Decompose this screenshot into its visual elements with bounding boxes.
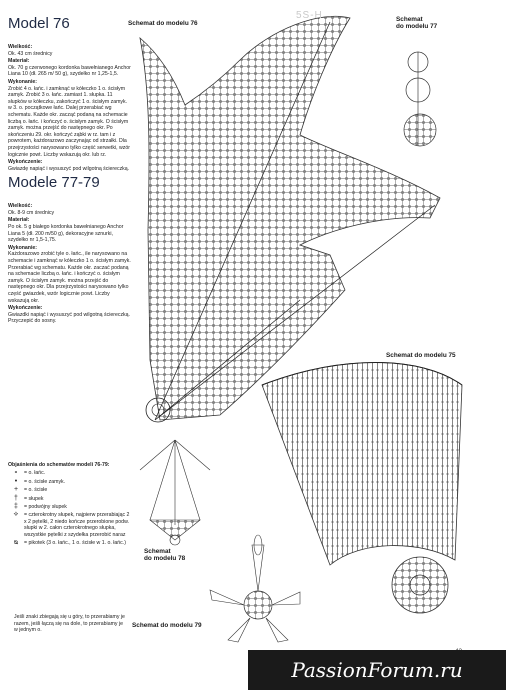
- size-label-2: Wielkość:: [8, 203, 33, 210]
- model-77-79-title: Modele 77-79: [8, 174, 100, 192]
- legend-row: [8, 479, 130, 485]
- execution-label-2: Wykonanie:: [8, 244, 38, 251]
- legend-row: [8, 512, 130, 538]
- legend-row: [8, 487, 130, 493]
- legend-title: Objaśnienia do schematów modeli 76-79:: [8, 462, 110, 468]
- sc-symbol-icon: +: [13, 486, 19, 494]
- material-text: Ok. 70 g czerwonego kordonka bawełnianego Anchor Liana 10 (dł. 265 m/ 50 g), szydełko nr 1,25-1,5.: [8, 64, 131, 78]
- chart-model-77: [404, 52, 436, 146]
- material-label: Materiał:: [8, 58, 30, 65]
- chart-model-76: [140, 16, 440, 422]
- caption-model-78: Schemat do modelu 78: [144, 548, 186, 563]
- legend-row: [8, 470, 130, 476]
- size-text-2: Ok. 8-9 cm średnicy: [8, 209, 55, 216]
- legend-text: = o. ścisłe: [24, 487, 48, 494]
- execution-text-2: Każdorazowo zrobić tyle o. łańc., ile narysowano na schemacie i zamknąć w kółeczko 1 o. ścisłym zamyk. Przerabiać wg schematu. Każde okr. zaczać podaną na schemacie liczbą o. łańc. i kończyć o. ścisłym zamyk. O ścisłym zamyk. można przejść do następnego okr. Dla przejrzystości narysowano tylko część gwiazdek, wzór logicznie powt. Liczby wskazują okr.: [8, 251, 131, 304]
- caption-model-77: Schemat do modelu 77: [396, 16, 438, 31]
- chart-model-78: [140, 440, 210, 545]
- legend-text: = czterokrotny słupek, najpierw przerabiając 2 x 2 pętelki, 2 niedo kończe przerobione podw. słupki w 2. całon czterokrotnego słupka, wszystkie pętelki z szydełka przerobić naraz: [24, 512, 130, 538]
- tr-symbol-icon: ‡: [14, 503, 18, 511]
- watermark-banner: [248, 650, 506, 690]
- material-label-2: Materiał:: [8, 217, 30, 224]
- legend-text: = słupek: [24, 495, 44, 502]
- instructions-column: [8, 16, 132, 326]
- finishing-text: Gwiazdę napiąć i wysuszyć pod wilgotną ściereczką.: [8, 165, 130, 172]
- legend-row: [8, 496, 130, 502]
- picot-symbol-icon: ᴓ: [13, 539, 19, 547]
- legend-text: = o. łańc.: [24, 470, 46, 477]
- caption-model-75: Schemat do modelu 75: [386, 352, 456, 359]
- symbol-legend: [8, 462, 130, 548]
- legend-text: = o. ścisłe zamyk.: [24, 478, 66, 485]
- model-76-title: Model 76: [8, 15, 70, 32]
- dc-symbol-icon: †: [14, 494, 18, 502]
- watermark-text: PassionForum.ru: [291, 658, 463, 682]
- size-text: Ok. 43 cm średnicy: [8, 50, 53, 57]
- finishing-label-2: Wykończenie:: [8, 305, 43, 312]
- legend-row: [8, 504, 130, 510]
- legend-text: = podwójny słupek: [24, 504, 67, 511]
- size-label: Wielkość:: [8, 44, 33, 50]
- legend-text: = pikotek (3 o. łańc., 1 o. ścisłe w 1. o. łańc.): [24, 540, 126, 547]
- legend-row: [8, 540, 130, 546]
- cluster-symbol-icon: ⟡: [13, 511, 19, 519]
- execution-label: Wykonanie:: [8, 78, 38, 85]
- material-text-2: Po ok. 5 g białego kordonka bawełnianego Anchor Liana 5 (dł. 200 m/50 g), dekoracyjne sznurki, szydełko nr 1,5-1,75.: [8, 224, 124, 244]
- joining-note: Jeśli znaki zbiegają się u góry, to przerabiamy je razem, jeśli łączą się na dole, to przerabiamy je w jednym o.: [14, 614, 125, 634]
- chart-model-79: [210, 535, 300, 642]
- faint-header-text: 5S-H: [296, 10, 323, 21]
- execution-text: Zrobić 4 o. łańc. i zamknąć w kółeczko 1 o. ścisłym zamyk. Zrobić 3 o. łańc. zamiast 1. słupka. 11 słupków w kółeczku, zakończyć 1 o. ścisłym zamyk. w 3. o. początkowe łańc. Dalej przerabiać wg schematu. Każde okr. zacząć podaną na schemacie liczbą o. łańc. i kończyć o. ścisłym zamyk. O ścisłym zamyk. można przejść do następnego okr. Po skończeniu 29. okr. kończyć ząbki w rz. tam i z powrotem, każdorazowo zaczynając od strzałki. Dla przejrzystości narysowano tylko część serwetki, wzór logicznie powt. Liczby wskazują okr. lub rz.: [8, 85, 130, 158]
- slst-symbol-icon: •: [14, 477, 18, 485]
- chart-model-75: [262, 363, 462, 614]
- caption-model-76: Schemat do modelu 76: [128, 20, 198, 27]
- finishing-text-2: Gwiazdki napiąć i wysuszyć pod wilgotną ściereczką. Przyczepić do sosny.: [8, 311, 130, 325]
- caption-model-79: Schemat do modelu 79: [132, 622, 202, 629]
- ch-symbol-icon: ∘: [13, 469, 19, 477]
- finishing-label: Wykończenie:: [8, 159, 43, 166]
